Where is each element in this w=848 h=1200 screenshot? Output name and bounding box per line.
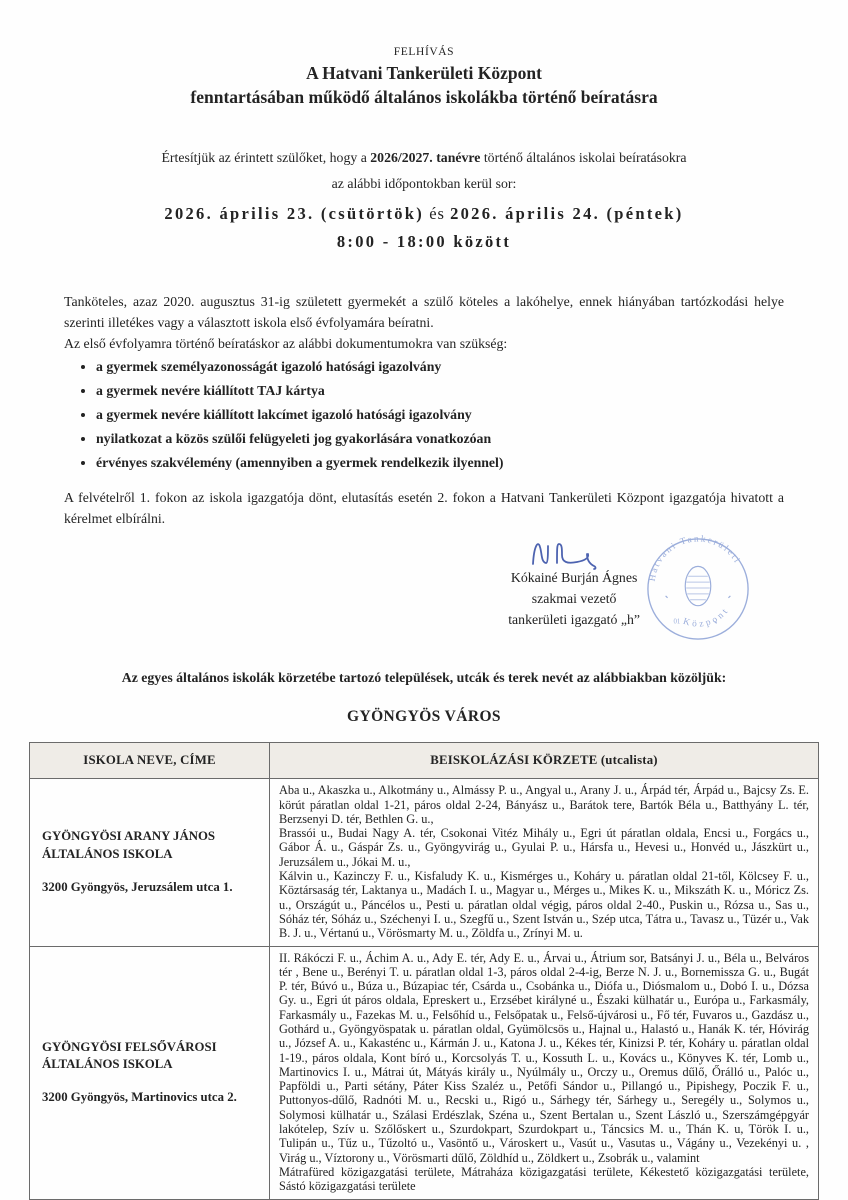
school-districts-table <box>29 742 819 1199</box>
list-item: • a gyermek nevére kiállított lakcímet igazoló hatósági igazolvány <box>96 405 784 425</box>
obligation-paragraph: Tanköteles, azaz 2020. augusztus 31-ig született gyermekét a szülő köteles a lakóhelye, ennek hiányában tartózkodási helye szerinti illetékes vagy a választott iskola első évfolyamára beíratni. <box>64 294 784 331</box>
column-header-school: ISKOLA NEVE, CÍME <box>30 743 270 779</box>
school-cell <box>30 779 270 946</box>
district-cell <box>270 946 819 1199</box>
list-item: • a gyermek személyazonosságát igazoló hatósági igazolvány <box>96 357 784 377</box>
date-first-day: 2026. április 23. (csütörtök) <box>164 204 425 224</box>
round-stamp-icon <box>644 532 752 644</box>
street-list-paragraph: Kálvin u., Kazinczy F. u., Kisfaludy K. u., Kismérges u., Koháry u. páratlan oldal 21-től, Kölcsey F. u., Köztársaság tér, Laktanya u., Madách I. u., Magyar u., Mérges u., Mikes K. u., Mikszáth K. u., Móricz Zs. u., Országút u., Páncélos u., Pesti u. páratlan oldal végig, páros oldal 2-40., Puskin u., Rózsa u., Sas u., Sóház tér, Sóház u., Széchenyi I. u., Szegfű u., Szent István u., Szép utca, Tátra u., Tavasz u., Tüzér u., Vak B. J. u., Vértanú u., Vörösmarty M. u., Zöldfa u., Zrínyi M. u. <box>279 869 809 941</box>
school-name <box>42 1039 257 1074</box>
school-address: 3200 Gyöngyös, Martinovics utca 2. <box>42 1090 237 1105</box>
date-second-day: 2026. április 24. (péntek) <box>450 204 684 224</box>
school-name-line: ÁLTALÁNOS ISKOLA <box>42 1056 173 1071</box>
stamp-mark: 01 <box>673 618 681 626</box>
district-cell <box>270 779 819 946</box>
signature-block <box>0 534 848 652</box>
school-address: 3200 Gyöngyös, Jeruzsálem utca 1. <box>42 880 233 895</box>
stamp-text-top: Hatvani Tankerületi <box>647 534 743 583</box>
street-list-paragraph: Mátrafüred közigazgatási területe, Mátraháza közigazgatási területe, Kékestető közigazgatási területe, Sástó közigazgatási területe <box>279 1164 809 1194</box>
document-title <box>0 61 848 109</box>
districts-intro: Az egyes általános iskolák körzetébe tartozó települések, utcák és terek nevét az alábbiakban közöljük: <box>121 670 727 686</box>
school-cell <box>30 946 270 1199</box>
intro-school-year: 2026/2027. tanévre <box>370 150 481 166</box>
street-list-paragraph: Brassói u., Budai Nagy A. tér, Csokonai Vitéz Mihály u., Egri út páratlan oldala, Encsi u., Forgács u., Gábor Á. u., Gáspár Zs. u., Gyöngyvirág u., Gyulai P. u., Hársfa u., Hevesi u., Honvéd u., Jászkürt u., Jeruzsálem u., Jókai M. u., <box>279 826 809 869</box>
signatory-role-1: szakmai vezető <box>531 590 617 606</box>
title-line-1: A Hatvani Tankerületi Központ <box>306 63 542 83</box>
handwritten-signature <box>519 534 629 570</box>
school-name-line: ÁLTALÁNOS ISKOLA <box>42 846 173 861</box>
list-item: • a gyermek nevére kiállított TAJ kártya <box>96 381 784 401</box>
time-line: 8:00 - 18:00 között <box>336 232 512 252</box>
documents-needed-lead: Az első évfolyamra történő beíratáskor az alábbi dokumentumokra van szükség: <box>64 336 508 352</box>
enrollment-dates <box>0 200 848 256</box>
school-name-line: GYÖNGYÖSI ARANY JÁNOS <box>42 829 216 844</box>
appeal-paragraph: A felvételről 1. fokon az iskola igazgatója dönt, elutasítás esetén 2. fokon a Hatvani Tankerületi Központ igazgatója hivatott a kérelmet elbírálni. <box>64 490 784 527</box>
svg-text:Hatvani Tankerületi <box>648 535 742 583</box>
signatory <box>508 534 640 630</box>
document-kicker: FELHÍVÁS <box>393 46 455 58</box>
intro-line-2: az alábbi időpontokban kerül sor: <box>331 175 517 191</box>
signatory-name: Kókainé Burján Ágnes <box>510 570 638 586</box>
date-line <box>0 200 848 228</box>
list-item: • érvényes szakvélemény (amennyiben a gyermek rendelkezik ilyennel) <box>96 453 784 473</box>
stamp-text-bottom: Központ <box>681 605 732 630</box>
date-conjunction: és <box>424 204 451 224</box>
signatory-role-2: tankerületi igazgató „h” <box>508 611 640 627</box>
body-text <box>64 292 784 355</box>
table-row <box>30 779 819 946</box>
intro-post: történő általános iskolai beíratásokra <box>480 150 687 166</box>
list-item: • nyilatkozat a közös szülői felügyeleti jog gyakorlására vonatkozóan <box>96 429 784 449</box>
column-header-district: BEISKOLÁZÁSI KÖRZETE (utcalista) <box>270 743 819 779</box>
school-name <box>42 828 257 863</box>
required-documents-list <box>78 357 784 473</box>
school-name-line: GYÖNGYÖSI FELSŐVÁROSI <box>42 1039 217 1054</box>
intro-paragraph <box>0 145 848 196</box>
street-list-paragraph: II. Rákóczi F. u., Áchim A. u., Ady E. tér, Ady E. u., Árvai u., Átrium sor, Batsányi J. u., Béla u., Belváros tér , Bene u., Berényi T. u. páratlan oldal 1-3, páros oldal 2-4-ig, Berze N. J. u., Bornemissza G. u., Bugát P. tér, Búvó u., Búza u., Búzapiac tér, Csárda u., Csobánka u., Diófa u., Diósmalom u., Dobó I. u., Dózsa Gy. u., Egri út páros oldala, Epreskert u., Erzsébet királyné u., Északi külhatár u., Európa u., Farkasmály, Farkasmály u., Fazekas M. u., Felsőhíd u., Felsőpatak u., Felső-újvárosi u., Fő tér, Fuvaros u., Gazdász u., Gothárd u., Gyöngyöspatak u. páratlan oldal, Gyümölcsös u., Hajnal u., Halastó u., Hanák K. tér, Hóvirág u., József A. u., Kakasténc u., Kármán J. u., Katona J. u., Kékes tér, Kinizsi P. tér, Koháry u. páratlan oldal 1-19., páros oldala, Kont bíró u., Korcsolyás T. u., Kossuth L. u., Kovács u., Könyves K. tér, Lomb u., Martinovics I. u., Mátrai út, Mátyás király u., Nyúlmály u., Orczy u., Oremus dűlő, Őrálló u., Palóc u., Papföldi u., Parti sétány, Páter Kiss Szaléz u., Petőfi Sándor u., Pillangó u., Pipishegy, Poczik F. u., Puttonyos-dűlő, Radnóti M. u., Recski u., Rigó u., Sárhegy tér, Sárhegy u., Seregély u., Solymos u., Solymosi külhatár u., Szálasi Erdészlak, Széna u., Szent Bertalan u., Szent László u., Szerszámgépgyár lakótelep, Szív u. Szőlőskert u., Szurdokpart, Szurdokpart u., Táncsics M. u., Thán K. u, Török I. u., Tulipán u., Tűz u., Tűzoltó u., Vasöntő u., Városkert u., Vasút u., Vasutas u., Vágány u., Vezekényi u. , Virág u., Víztorony u., Vörösmarti dűlő, Zöldhíd u., Zöldkert u., Zsobrák u., valamint <box>279 950 809 1165</box>
city-heading: GYÖNGYÖS VÁROS <box>347 708 501 726</box>
table-header-row <box>30 743 819 779</box>
svg-text:Központ <box>682 605 732 629</box>
street-list-paragraph: Aba u., Akaszka u., Alkotmány u., Almássy P. u., Angyal u., Arany J. u., Árpád tér, Árpád u., Bajcsy Zs. E. körút páratlan oldal 1-21, páros oldal 2-24, Bányász u., Barátok tere, Bartók Béla u., Batthyány L. tér, Berzsenyi D. tér, Bethlen G. u., <box>279 783 809 826</box>
title-line-2: fenntartásában működő általános iskolákba történő beíratásra <box>190 87 658 108</box>
intro-line-1 <box>0 145 848 171</box>
intro-pre: Értesítjük az érintett szülőket, hogy a <box>161 150 371 166</box>
table-row <box>30 946 819 1199</box>
